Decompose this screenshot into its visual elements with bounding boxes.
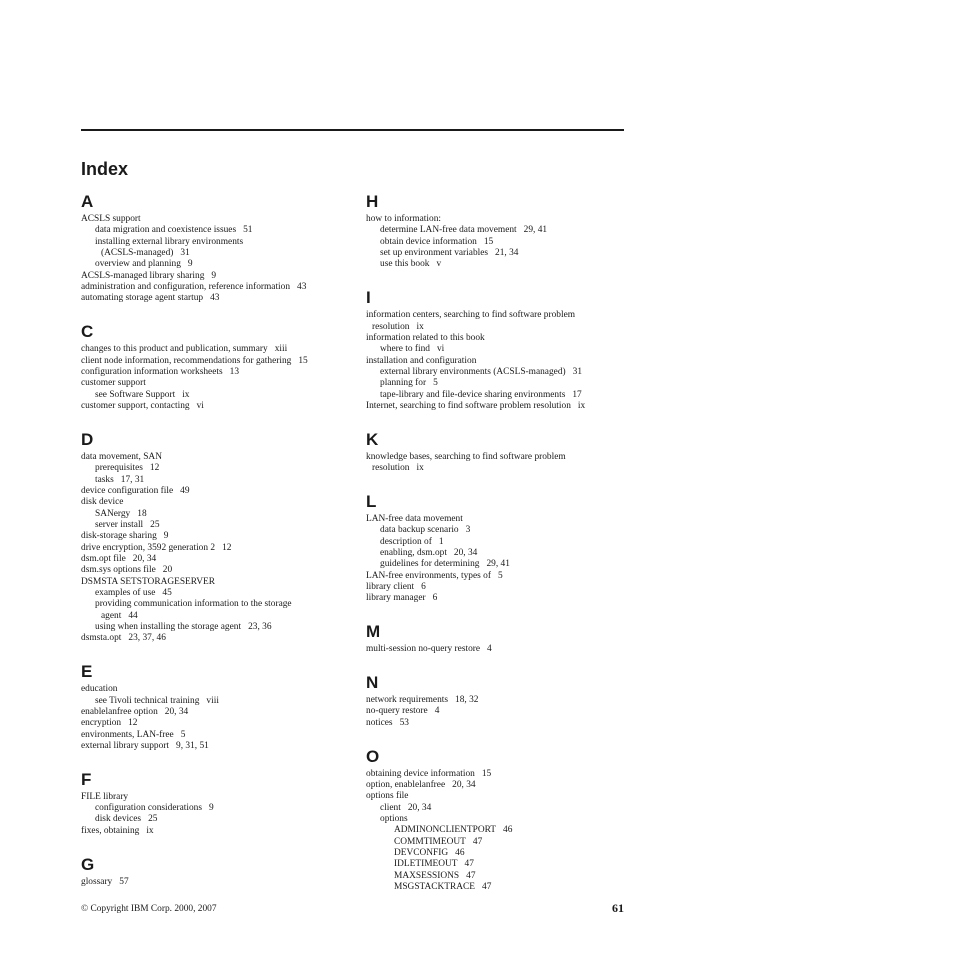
index-section-o <box>366 745 631 894</box>
entry-page-ref: 12 <box>128 718 138 729</box>
entry-page-ref: 23, 37, 46 <box>128 633 166 644</box>
index-section-k <box>366 428 631 475</box>
index-entry <box>81 718 346 729</box>
index-entry <box>366 718 631 729</box>
entry-text: see Tivoli technical training <box>95 695 200 706</box>
entry-page-ref: 15 <box>298 355 308 366</box>
entry-text: library manager <box>366 593 426 604</box>
footer-page-number: 61 <box>612 901 624 915</box>
entry-page-ref: 5 <box>497 570 503 581</box>
entry-page-ref: 21, 34 <box>495 248 519 259</box>
entry-text: COMMTIMEOUT <box>394 836 466 847</box>
index-entry <box>81 531 346 542</box>
entry-page-ref: 9, 31, 51 <box>176 740 209 751</box>
entry-page-ref: 29, 41 <box>523 225 548 236</box>
section-letter: A <box>81 192 94 211</box>
index-entry <box>366 401 631 412</box>
entry-text: data backup scenario <box>380 525 459 536</box>
entry-text: notices <box>366 717 393 728</box>
index-entry <box>366 333 631 344</box>
index-section-n <box>366 671 631 729</box>
index-subentry <box>81 611 346 622</box>
index-section-c <box>81 320 346 412</box>
index-section-a <box>81 190 346 305</box>
entry-page-ref: 3 <box>465 525 471 536</box>
index-entry <box>81 293 346 304</box>
index-subentry <box>366 225 631 236</box>
index-entry <box>81 730 346 741</box>
entry-page-ref: 9 <box>209 803 214 814</box>
entry-page-ref: 12 <box>222 542 232 553</box>
entry-page-ref: 15 <box>481 768 492 779</box>
index-subentry <box>81 803 346 814</box>
entry-text: device configuration file <box>81 485 174 496</box>
index-subentry <box>81 259 346 270</box>
index-entry <box>366 769 631 780</box>
index-subentry <box>366 837 631 848</box>
index-entry <box>81 486 346 497</box>
index-entry <box>81 214 346 225</box>
entry-text: MAXSESSIONS <box>394 870 460 881</box>
entry-text: environments, LAN-free <box>81 729 174 740</box>
entry-page-ref: 6 <box>432 593 438 604</box>
entry-text: fixes, obtaining <box>81 825 140 836</box>
index-entry <box>81 497 346 508</box>
entry-text: planning for <box>380 378 427 389</box>
index-subentry <box>81 622 346 633</box>
entry-page-ref: 25 <box>148 814 158 825</box>
footer-copyright: © Copyright IBM Corp. 2000, 2007 <box>81 904 217 914</box>
index-subentry <box>366 848 631 859</box>
index-entry <box>366 571 631 582</box>
entry-text: overview and planning <box>95 259 181 270</box>
entry-text: ADMINONCLIENTPORT <box>394 825 497 836</box>
entry-page-ref: 51 <box>243 225 253 236</box>
header-rule <box>81 129 624 131</box>
entry-page-ref: 47 <box>464 859 474 870</box>
index-entry <box>81 344 346 355</box>
index-subentry <box>366 259 631 270</box>
index-entry <box>366 582 631 593</box>
section-letter: D <box>81 429 94 449</box>
index-entry <box>366 593 631 604</box>
entry-page-ref: 4 <box>487 644 492 655</box>
index-subentry <box>366 248 631 259</box>
index-column-right <box>366 190 631 909</box>
entry-text: server install <box>95 519 144 530</box>
entry-text: resolution <box>372 321 410 332</box>
entry-text: ACSLS-managed library sharing <box>81 270 205 281</box>
entry-text: configuration considerations <box>95 803 203 814</box>
entry-text: MSGSTACKTRACE <box>394 882 476 893</box>
entry-text: no-query restore <box>366 706 428 717</box>
entry-page-ref: 25 <box>150 519 160 530</box>
entry-page-ref: 45 <box>162 587 172 598</box>
section-letter: K <box>366 429 379 449</box>
entry-text: obtain device information <box>380 236 477 247</box>
entry-text: guidelines for determining <box>380 559 480 570</box>
index-column-left <box>81 190 346 903</box>
section-letter: L <box>366 492 377 511</box>
entry-text: DEVCONFIG <box>394 848 449 859</box>
entry-text: education <box>81 684 118 695</box>
index-subentry <box>81 599 346 610</box>
entry-page-ref: 53 <box>399 717 409 728</box>
index-entry <box>81 633 346 644</box>
entry-text: options <box>380 814 408 824</box>
entry-text: automating storage agent startup <box>81 293 204 304</box>
index-entry <box>366 214 631 225</box>
entry-page-ref: 43 <box>297 282 307 293</box>
section-letter: H <box>366 192 379 211</box>
entry-text: FILE library <box>81 791 129 802</box>
entry-page-ref: 5 <box>433 378 438 389</box>
entry-page-ref: 20, 34 <box>453 548 478 559</box>
entry-page-ref: 17, 31 <box>120 474 145 485</box>
entry-page-ref: ix <box>182 389 190 400</box>
index-entry <box>81 367 346 378</box>
index-entry <box>366 356 631 367</box>
index-entry <box>81 565 346 576</box>
entry-page-ref: 18, 32 <box>455 695 479 706</box>
section-letter: F <box>81 769 92 789</box>
index-subentry <box>81 520 346 531</box>
entry-text: client <box>380 802 401 813</box>
entry-page-ref: 15 <box>483 236 494 247</box>
index-subentry <box>366 390 631 401</box>
index-entry <box>81 554 346 565</box>
entry-text: external library environments (ACSLS-managed) <box>380 366 566 377</box>
index-entry <box>366 695 631 706</box>
entry-text: providing communication information to the storage <box>95 599 292 610</box>
index-subentry <box>81 248 346 259</box>
entry-page-ref: 20 <box>162 565 173 576</box>
index-entry <box>366 780 631 791</box>
entry-page-ref: 44 <box>128 610 138 621</box>
entry-text: disk-storage sharing <box>81 531 157 542</box>
index-section-h <box>366 190 631 271</box>
index-subentry <box>81 509 346 520</box>
section-letter: E <box>81 662 93 682</box>
page-title: Index <box>81 159 129 179</box>
index-entry <box>366 791 631 802</box>
entry-text: obtaining device information <box>366 768 475 779</box>
entry-text: installing external library environments <box>95 236 244 247</box>
entry-text: examples of use <box>95 587 156 598</box>
entry-text: DSMSTA SETSTORAGESERVER <box>81 576 216 587</box>
entry-text: data migration and coexistence issues <box>95 225 237 236</box>
entry-text: (ACSLS-managed) <box>101 248 174 259</box>
entry-page-ref: 57 <box>119 876 129 887</box>
index-entry <box>81 271 346 282</box>
index-section-i <box>366 286 631 412</box>
entry-page-ref: 47 <box>472 836 483 847</box>
index-entry <box>81 378 346 389</box>
entry-text: library client <box>366 582 415 593</box>
index-entry <box>81 543 346 554</box>
entry-text: disk device <box>81 497 124 508</box>
entry-text: dsmsta.opt <box>81 633 122 644</box>
entry-text: LAN-free environments, types of <box>366 570 491 581</box>
entry-page-ref: 29, 41 <box>486 559 510 570</box>
entry-text: customer support, contacting <box>81 400 190 411</box>
entry-page-ref: vi <box>436 344 445 355</box>
index-subentry <box>366 882 631 893</box>
index-entry <box>81 792 346 803</box>
entry-page-ref: 20, 34 <box>452 779 476 790</box>
index-subentry <box>81 463 346 474</box>
entry-text: disk devices <box>95 814 142 825</box>
index-section-d <box>81 428 346 645</box>
entry-text: knowledge bases, searching to find software problem <box>366 451 566 462</box>
entry-page-ref: 4 <box>434 706 440 717</box>
index-entry <box>366 514 631 525</box>
index-subentry <box>81 475 346 486</box>
entry-page-ref: 47 <box>482 882 492 893</box>
index-section-g <box>81 853 346 888</box>
entry-text: data movement, SAN <box>81 451 162 462</box>
entry-text: see Software Support <box>95 389 176 400</box>
section-letter: I <box>366 288 371 308</box>
entry-page-ref: 31 <box>572 366 582 377</box>
index-subentry <box>366 548 631 559</box>
entry-text: encryption <box>81 718 122 729</box>
index-section-f <box>81 768 346 837</box>
entry-page-ref: 5 <box>180 729 186 740</box>
entry-text: installation and configuration <box>366 355 477 366</box>
entry-text: resolution <box>372 463 410 474</box>
entry-text: administration and configuration, reference information <box>81 282 291 293</box>
index-entry <box>81 877 346 888</box>
entry-text: dsm.sys options file <box>81 565 156 576</box>
index-subentry <box>81 588 346 599</box>
index-subentry <box>81 696 346 707</box>
index-subentry <box>366 378 631 389</box>
section-letter: C <box>81 322 94 342</box>
index-entry <box>81 826 346 837</box>
index-entry <box>81 684 346 695</box>
entry-page-ref: 9 <box>187 259 193 270</box>
index-subentry <box>366 825 631 836</box>
section-letter: O <box>366 746 380 766</box>
entry-page-ref: 20, 34 <box>164 706 189 717</box>
index-entry <box>81 401 346 412</box>
entry-text: configuration information worksheets <box>81 366 223 377</box>
entry-page-ref: 49 <box>180 485 190 496</box>
entry-text: IDLETIMEOUT <box>394 859 458 870</box>
entry-text: tape-library and file-device sharing environments <box>380 389 566 400</box>
index-subentry <box>366 859 631 870</box>
index-subentry <box>366 871 631 882</box>
entry-page-ref: 9 <box>211 270 217 281</box>
index-entry <box>366 644 631 655</box>
entry-text: determine LAN-free data movement <box>380 225 517 236</box>
entry-text: SANergy <box>95 508 131 519</box>
index-subentry <box>366 525 631 536</box>
index-section-l <box>366 490 631 605</box>
entry-text: ACSLS support <box>81 214 141 224</box>
entry-page-ref: 1 <box>438 536 444 547</box>
entry-page-ref: 17 <box>572 389 582 400</box>
entry-text: glossary <box>81 876 113 887</box>
index-entry <box>366 706 631 717</box>
entry-text: how to information: <box>366 214 441 224</box>
index-entry <box>81 741 346 752</box>
entry-text: customer support <box>81 378 146 389</box>
entry-text: use this book <box>380 259 430 270</box>
entry-page-ref: 47 <box>466 870 476 881</box>
entry-text: enabling, dsm.opt <box>380 548 447 559</box>
index-entry <box>81 577 346 588</box>
entry-text: where to find <box>380 344 430 355</box>
index-subentry <box>81 237 346 248</box>
entry-text: Internet, searching to find software problem resolution <box>366 400 571 411</box>
entry-page-ref: 46 <box>503 825 513 836</box>
entry-page-ref: 12 <box>149 463 160 474</box>
entry-text: changes to this product and publication, summary <box>81 344 268 355</box>
entry-text: multi-session no-query restore <box>366 644 481 655</box>
entry-text: option, enablelanfree <box>366 779 446 790</box>
entry-page-ref: ix <box>416 463 424 474</box>
section-letter: N <box>366 673 379 693</box>
entry-page-ref: xiii <box>274 344 288 355</box>
index-subentry <box>81 814 346 825</box>
entry-page-ref: ix <box>416 321 424 332</box>
entry-text: description of <box>380 536 432 547</box>
index-subentry <box>366 463 631 474</box>
index-section-m <box>366 620 631 655</box>
entry-page-ref: 46 <box>455 848 465 859</box>
index-subentry <box>366 344 631 355</box>
entry-text: agent <box>101 610 122 621</box>
index-subentry <box>366 559 631 570</box>
index-entry <box>81 282 346 293</box>
entry-text: LAN-free data movement <box>366 514 463 524</box>
entry-text: using when installing the storage agent <box>95 621 242 632</box>
entry-page-ref: v <box>436 259 442 270</box>
index-entry <box>81 452 346 463</box>
index-section-e <box>81 660 346 752</box>
entry-page-ref: 20, 34 <box>132 553 157 564</box>
entry-page-ref: 23, 36 <box>248 621 272 632</box>
entry-text: network requirements <box>366 695 449 706</box>
index-subentry <box>81 225 346 236</box>
entry-text: set up environment variables <box>380 248 489 259</box>
entry-text: information related to this book <box>366 332 485 343</box>
index-entry <box>81 356 346 367</box>
index-subentry <box>366 367 631 378</box>
entry-page-ref: vi <box>196 400 204 411</box>
entry-page-ref: 31 <box>180 248 190 259</box>
entry-page-ref: ix <box>146 825 154 836</box>
index-entry <box>81 707 346 718</box>
index-subentry <box>366 322 631 333</box>
entry-text: options file <box>366 791 409 802</box>
section-letter: M <box>366 622 381 642</box>
entry-text: drive encryption, 3592 generation 2 <box>81 542 216 553</box>
index-subentry <box>81 390 346 401</box>
entry-page-ref: 6 <box>421 582 426 593</box>
entry-text: prerequisites <box>95 463 143 474</box>
index-entry <box>366 452 631 463</box>
index-subentry <box>366 537 631 548</box>
entry-text: tasks <box>95 474 114 485</box>
entry-page-ref: 20, 34 <box>407 802 432 813</box>
entry-text: information centers, searching to find software problem <box>366 310 576 321</box>
entry-text: dsm.opt file <box>81 553 126 564</box>
index-subentry <box>366 803 631 814</box>
entry-text: enablelanfree option <box>81 706 158 717</box>
entry-page-ref: ix <box>577 400 586 411</box>
index-subentry <box>366 237 631 248</box>
entry-text: external library support <box>81 740 169 751</box>
entry-page-ref: viii <box>206 695 219 706</box>
index-entry <box>366 310 631 321</box>
section-letter: G <box>81 854 95 874</box>
entry-page-ref: 18 <box>137 508 147 519</box>
entry-page-ref: 43 <box>210 293 220 304</box>
entry-page-ref: 13 <box>229 366 240 377</box>
index-subentry <box>366 814 631 825</box>
entry-text: client node information, recommendations for gathering <box>81 355 292 366</box>
entry-page-ref: 9 <box>163 531 169 542</box>
